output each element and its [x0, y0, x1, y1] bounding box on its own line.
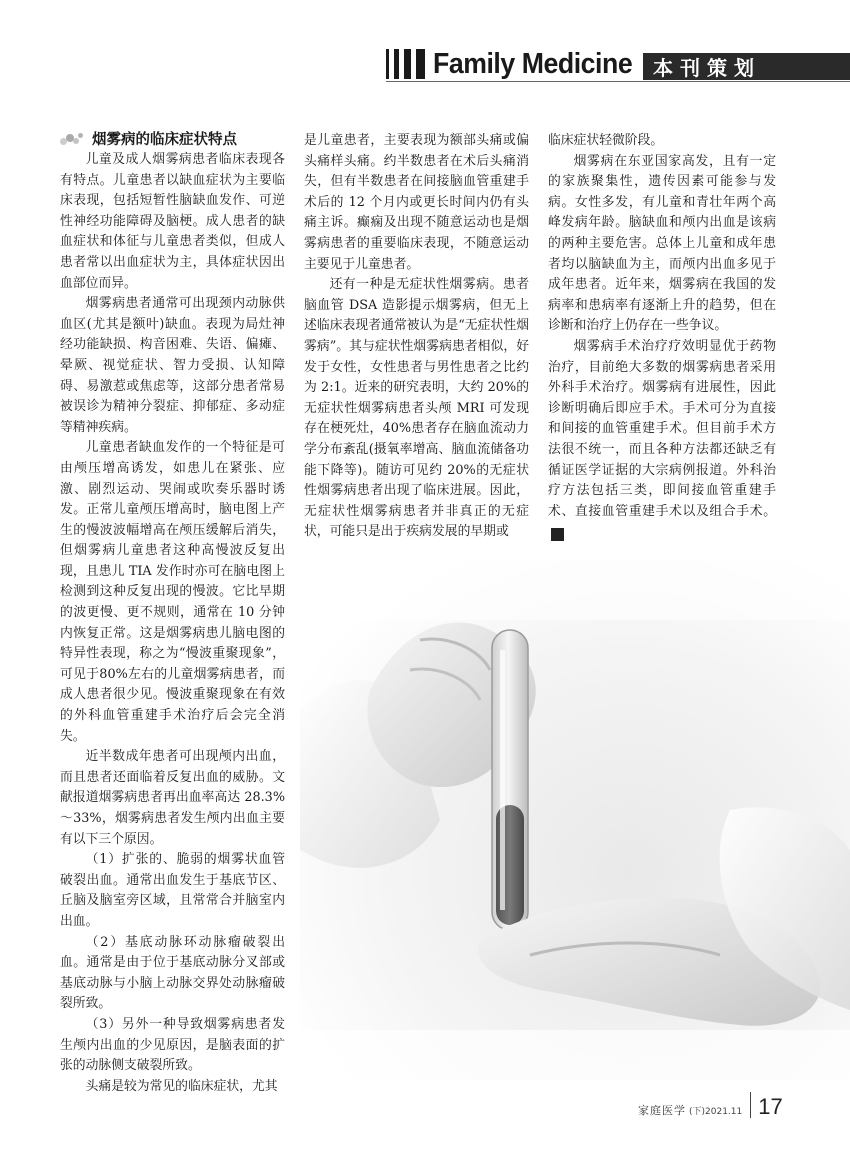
journal-name: Family Medicine	[433, 47, 633, 80]
paragraph	[548, 337, 776, 543]
paragraph: 儿童及成人烟雾病患者临床表现各有特点。儿童患者以缺血症状为主要临床表现，包括短暂性脑缺血发作、可逆性神经功能障碍及脑梗。成人患者的缺血症状和体征与儿童患者类似，但成人患者常以出血症状为主，具体症状因出血部位而异。	[60, 152, 285, 291]
paragraph: 烟雾病在东亚国家高发，且有一定的家族聚集性，遗传因素可能参与发病。女性多发，有儿童和青壮年两个高峰发病年龄。脑缺血和颅内出血是该病的两种主要危害。总体上儿童和成年患者均以脑缺血为主，而颅内出血多见于成年患者。近年来，烟雾病在我国的发病率和患病率有逐渐上升的趋势，但在诊断和治疗上仍存在一些争议。	[548, 153, 776, 334]
paragraph: 头痛是较为常见的临床症状，尤其	[85, 1078, 278, 1094]
header-rule	[386, 81, 850, 82]
paragraph-continued: 临床症状轻微阶段。	[548, 133, 664, 148]
page-footer	[638, 1092, 783, 1118]
test-tube-photo	[300, 560, 850, 1080]
paragraph: 还有一种是无症状性烟雾病。患者脑血管 DSA 造影提示烟雾病，但无上述临床表现者通常被认为是“无症状性烟雾病”。其与症状性烟雾病患者相似，好发于女性，女性患者与男性患者之比约为 2:1。近来的研究表明，大约 20%的无症状性烟雾病患者头颅 MRI 可发现存在梗死灶，40%患者存在脑血流动力学分布紊乱(摄氧率增高、脑血流储备功能下降等)。随访可见约 20%的无症状性烟雾病患者出现了临床进展。因此，无症状性烟雾病患者并非真正的无症状，可能只是出于疾病发展的早期或	[304, 277, 529, 540]
paragraph: （3）另外一种导致烟雾病患者发生颅内出血的少见原因，是脑表面的扩张的动脉侧支破裂所致。	[60, 1016, 285, 1074]
end-mark-icon: FM	[551, 528, 564, 541]
column-2	[304, 131, 529, 543]
paragraph-text: 烟雾病手术治疗疗效明显优于药物治疗，目前绝大多数的烟雾病患者采用外科手术治疗。烟雾病有进展性，因此诊断明确后即应手术。手术可分为直接和间接的血管重建手术。但目前手术方法很不统一，而且各种方法都还缺乏有循证医学证据的大宗病例报道。外科治疗方法包括三类，即间接血管重建手术、直接血管重建手术以及组合手术。	[548, 338, 776, 519]
paragraph: 近半数成年患者可出现颅内出血，而且患者还面临着反复出血的威胁。文献报道烟雾病患者再出血率高达 28.3%～33%，烟雾病患者发生颅内出血主要有以下三个原因。	[60, 749, 285, 847]
column-3	[548, 131, 776, 543]
footer-separator	[750, 1092, 751, 1118]
footer-journal-name: 家庭医学	[638, 1104, 686, 1117]
header-bars-decoration	[386, 49, 425, 79]
paragraph: 烟雾病患者通常可出现颈内动脉供血区(尤其是额叶)缺血。表现为局灶神经功能缺损、构音困难、失语、偏瘫、晕厥、视觉症状、智力受损、认知障碍、易激惹或焦虑等，这部分患者常易被误诊为精神分裂症、抑郁症、多动症等精神疾病。	[60, 296, 285, 435]
column-1	[60, 150, 285, 1097]
flower-icon	[60, 132, 88, 148]
paragraph-continued: 是儿童患者，主要表现为额部头痛或偏头痛样头痛。约半数患者在术后头痛消失，但有半数患者在间接脑血管重建手术后的 12 个月内或更长时间内仍有头痛主诉。癫痫及出现不随意运动也是烟雾病患者的重要临床表现，不随意运动主要见于儿童患者。	[304, 133, 529, 272]
section-label: 本刊策划	[643, 53, 850, 80]
footer-issue: (下)2021.11	[689, 1107, 743, 1117]
paragraph: （2）基底动脉环动脉瘤破裂出血。通常是由于位于基底动脉分叉部或基底动脉与小脑上动脉交界处动脉瘤破裂所致。	[60, 934, 285, 1012]
article-heading	[60, 130, 285, 150]
journal-header	[386, 46, 650, 82]
paragraph: 儿童患者缺血发作的一个特征是可由颅压增高诱发，如患儿在紧张、应激、剧烈运动、哭闹或吹奏乐器时诱发。正常儿童颅压增高时，脑电图上产生的慢波波幅增高在颅压缓解后消失，但烟雾病儿童患者这种高慢波反复出现，且患儿 TIA 发作时亦可在脑电图上检测到这种反复出现的慢波。它比早期的波更慢、更不规则，通常在 10 分钟内恢复正常。这是烟雾病患儿脑电图的特异性表现，称之为“慢波重聚现象”，可见于80%左右的儿童烟雾病患者，而成人患者很少见。慢波重聚现象在有效的外科血管重建手术治疗后会完全消失。	[60, 440, 285, 744]
paragraph: （1）扩张的、脆弱的烟雾状血管破裂出血。通常出血发生于基底节区、丘脑及脑室旁区域，且常常合并脑室内出血。	[60, 852, 285, 929]
heading-text: 烟雾病的临床症状特点	[92, 132, 237, 148]
page-number: 17	[758, 1094, 783, 1119]
